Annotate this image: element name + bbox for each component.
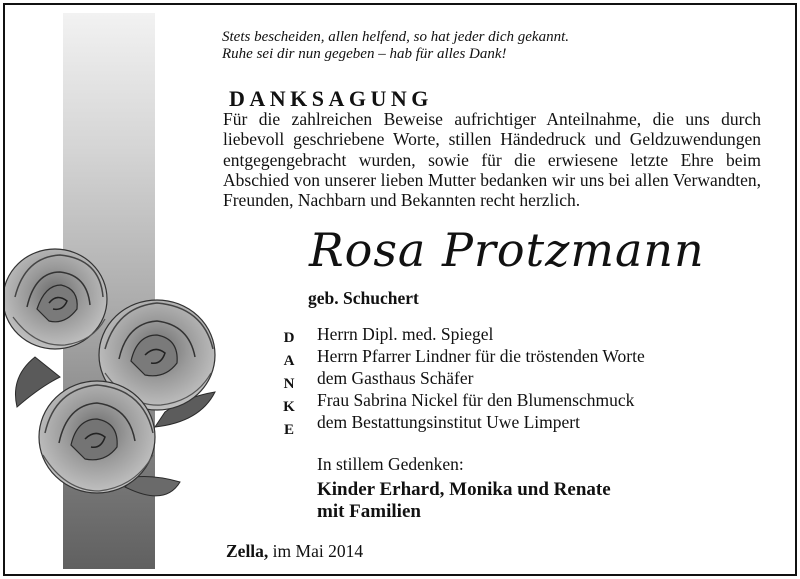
motto-line-1: Stets bescheiden, allen helfend, so hat jeder dich gekannt. [222,29,569,45]
rose-bottom [39,381,155,493]
danke-letter: D [283,330,295,346]
thanks-item: Herrn Dipl. med. Spiegel [317,324,494,344]
deceased-name: Rosa Protzmann [309,223,705,277]
thanks-paragraph: Für die zahlreichen Beweise aufrichtiger Anteilnahme, die uns durch liebevoll geschriebene Worte, stillen Händedruck und Geldzuwendungen entgegengebracht wurden, sowie für die erwiesene letzte Ehre beim Abschied von unserer lieben Mutter bedanken wir uns bei allen Verwandten, Freunden, Nachbarn und Bekannten recht herzlich. [223,109,761,211]
birth-name: geb. Schuchert [308,288,419,308]
thanks-item: dem Bestattungsinstitut Uwe Limpert [317,412,580,432]
family-line-1: Kinder Erhard, Monika und Renate [317,479,611,500]
obituary-notice [3,3,797,576]
danke-letter: N [283,376,295,392]
family-line-2: mit Familien [317,501,421,522]
thanks-item: dem Gasthaus Schäfer [317,368,474,388]
rose-top [5,249,107,349]
thanks-list [317,323,645,433]
date: im Mai 2014 [272,541,364,561]
family-signature [317,479,611,523]
roses-illustration [5,237,225,537]
place-date [226,541,363,562]
place: Zella, [226,541,269,561]
heading: DANKSAGUNG [229,86,433,111]
memory-label: In stillem Gedenken: [317,454,464,474]
thanks-item: Herrn Pfarrer Lindner für die tröstenden Worte [317,346,645,366]
motto-line-2: Ruhe sei dir nun gegeben – hab für alles Dank! [222,46,507,62]
danke-letter: E [283,422,294,438]
danke-letter: K [283,399,295,415]
danke-letter: A [283,353,295,369]
danke-vertical [277,327,301,442]
thanks-item: Frau Sabrina Nickel für den Blumenschmuck [317,390,635,410]
motto [222,29,762,63]
